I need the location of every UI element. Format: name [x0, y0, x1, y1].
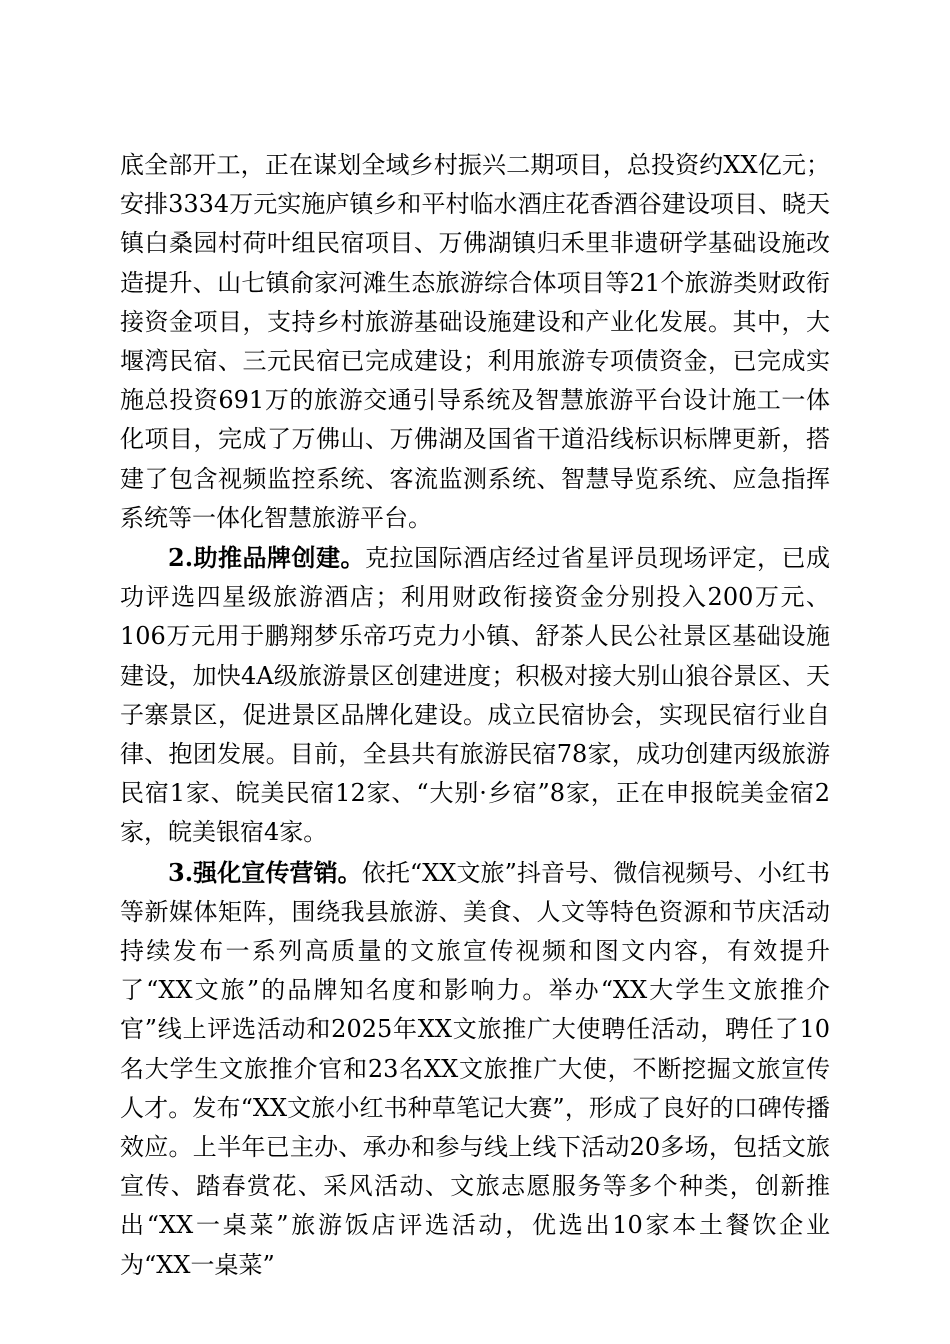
paragraph-heading: 2.助推品牌创建。: [168, 543, 366, 573]
paragraph-text: 底全部开工，正在谋划全域乡村振兴二期项目，总投资约XX亿元；安排3334万元实施庐镇乡和平村临水酒庄花香酒谷建设项目、晓天镇白桑园村荷叶组民宿项目、万佛湖镇归禾里非遗研学基础设施改造提升、山七镇俞家河滩生态旅游综合体项目等21个旅游类财政衔接资金项目，支持乡村旅游基础设施建设和产业化发展。其中，大堰湾民宿、三元民宿已完成建设；利用旅游专项债资金，已完成实施总投资691万的旅游交通引导系统及智慧旅游平台设计施工一体化项目，完成了万佛山、万佛湖及国省干道沿线标识标牌更新，搭建了包含视频监控系统、客流监测系统、智慧导览系统、应急指挥系统等一体化智慧旅游平台。: [120, 151, 830, 532]
paragraph-text: 克拉国际酒店经过省星评员现场评定，已成功评选四星级旅游酒店；利用财政衔接资金分别投入200万元、106万元用于鹏翔梦乐帝巧克力小镇、舒茶人民公社景区基础设施建设，加快4A级旅游景区创建进度；积极对接大别山狼谷景区、天子寨景区，促进景区品牌化建设。成立民宿协会，实现民宿行业自律、抱团发展。目前，全县共有旅游民宿78家，成功创建丙级旅游民宿1家、皖美民宿12家、“大别·乡宿”8家，正在申报皖美金宿2家，皖美银宿4家。: [120, 544, 831, 847]
paragraph-heading: 3.强化宣传营销。: [168, 857, 362, 887]
paragraph-text: 依托“XX文旅”抖音号、微信视频号、小红书等新媒体矩阵，围绕我县旅游、美食、人文等特色资源和节庆活动持续发布一系列高质量的文旅宣传视频和图文内容，有效提升了“XX文旅”的品牌知名度和影响力。举办“XX大学生文旅推介官”线上评选活动和2025年XX文旅推广大使聘任活动，聘任了10名大学生文旅推介官和23名XX文旅推广大使，不断挖掘文旅宣传人才。发布“XX文旅小红书种草笔记大赛”，形成了良好的口碑传播效应。上半年已主办、承办和参与线上线下活动20多场，包括文旅宣传、踏春赏花、采风活动、文旅志愿服务等多个种类，创新推出“XX一桌菜”旅游饭店评选活动，优选出10家本土餐饮企业为“XX一桌菜”: [120, 858, 830, 1279]
paragraph-brand-building: [120, 538, 830, 853]
paragraph-marketing: [120, 853, 830, 1285]
document-page: [120, 146, 830, 1285]
paragraph-continued: [120, 146, 830, 538]
